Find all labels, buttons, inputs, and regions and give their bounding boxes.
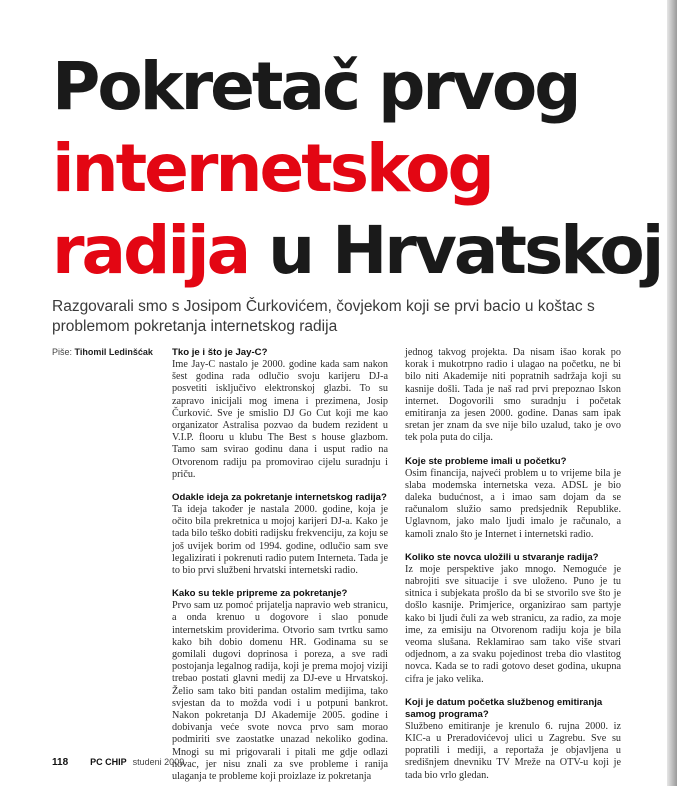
page-edge-shadow xyxy=(667,0,677,786)
headline-line-3-red: radija xyxy=(52,212,249,289)
page-footer xyxy=(52,757,612,773)
interview-answer: Službeno emitiranje je krenulo 6. rujna 2000. iz KIC-a u Preradovićevoj ulici u Zagrebu. Sve su popratili i mediji, a reportaža je objavljena u središnjem dnevniku TV Mreže na OTV-u koji je tada bio vrlo gledan. xyxy=(405,720,621,781)
interview-answer: Osim financija, najveći problem u to vrijeme bila je slaba modemska internetska veza. ADSL je bio daleka budućnost, a i imao sam dojam da se računalom služio samo predsjednik Republike. Uglavnom, jako malo ljudi imalo je računalo, a kamoli znalo što je Internet i internetski radio. xyxy=(405,467,621,540)
interview-question: Koji je datum početka službenog emitiranja samog programa? xyxy=(405,696,603,720)
interview-question: Kako su tekle pripreme za pokretanje? xyxy=(172,588,348,600)
interview-question: Koje ste probleme imali u početku? xyxy=(405,455,567,467)
interview-question: Koliko ste novca uložili u stvaranje radija? xyxy=(405,551,599,563)
magazine-name: PC CHIP xyxy=(90,757,127,767)
headline-line-2: internetskog xyxy=(52,130,492,207)
interview-answer: Ime Jay-C nastalo je 2000. godine kada sam nakon šest godina rada odlučio svoju karijeru DJ-a posvetiti isključivo elektronskoj glazbi. To su zapravo inicijali mog imena i prezimena, Josip Čurković. Sve je smislio DJ Go Cut koji me kao organizator Astralisa pozvao da budem rezident u V.I.P. flooru u klubu The Best s house glazbom. Tamo sam svirao godinu dana i usput radio na Otvorenom radiju pa promovirao cijelu suradnju i priču. xyxy=(172,359,388,480)
byline-author: Tihomil Ledinšćak xyxy=(74,347,153,357)
headline-line-1: Pokretač prvog xyxy=(52,48,579,125)
page-number: 118 xyxy=(52,757,69,768)
byline xyxy=(52,347,172,357)
interview-question: Odakle ideja za pokretanje internetskog radija? xyxy=(172,492,387,504)
article-headline xyxy=(52,46,667,292)
byline-prefix: Piše: xyxy=(52,347,75,357)
issue-date: studeni 2009. xyxy=(132,757,187,767)
article-column-1 xyxy=(172,347,388,794)
interview-answer: Iz moje perspektive jako mnogo. Nemoguće je nabrojiti sve situacije i sve uloženo. Puno je tu sitnica i subjekata prošlo da bi se stvorilo sve što je došlo kasnije. Primjerice, organizirao sam partyje kako bi ljudi čuli za web stranicu, za radio, za moje ime, za emisiju na Otvorenom radiju koja je bila veoma slušana. Reklamirao sam tako više stvari odjednom, a za svaku pojedinost treba dio vlastitog novca. Kada se to radi gotovo deset godina, ukupna cifra je jako velika. xyxy=(405,563,621,685)
article-column-2 xyxy=(405,347,621,793)
interview-answer: Prvo sam uz pomoć prijatelja napravio web stranicu, a onda krenuo u dogovore i slao ponude internetskim providerima. Otvorio sam tvrtku samo kako bih dobio domenu HR. Godinama su se gomilali dugovi doprinosa i poreza, a sve radi postojanja legalnog radija, koji je prema mojoj viziji trebao postati glavni medij za DJ-eve u Hrvatskoj. Želio sam tako biti pandan ostalim medijima, tako svjestan da to možda vodi i u potpuni bankrot. Nakon pokretanja DJ Akademije 2005. godine i dobivanja veće svote novca prvo sam morao podmiriti sve zaostatke unazad nekoliko godina. Mnogi su mi prigovarali i pitali me gdje odlazi novac, jer nisu znali za sve probleme i ranija ulaganja te probleme koji proizlaze iz pokretanja xyxy=(172,600,388,783)
interview-question: Tko je i što je Jay-C? xyxy=(172,347,268,358)
headline-line-3-rest: u Hrvatskoj xyxy=(248,212,662,289)
article-deck: Razgovarali smo s Josipom Čurkovićem, čovjekom koji se prvi bacio u koštac s problemom pokretanja internetskog radija xyxy=(52,298,595,335)
interview-answer: Ta ideja također je nastala 2000. godine, koja je očito bila prekretnica u mojoj karijeri DJ-a. Kako je tada bilo teško dobiti radijsku frekvenciju, za koju se još uvijek borim od 1994. godine, odlučio sam sve legalizirati i pokrenuti radio putem Interneta. Tada je to bio prvi službeni hrvatski internetski radio. xyxy=(172,504,388,577)
interview-answer: jednog takvog projekta. Da nisam išao korak po korak i mukotrpno radio i ulagao na početku, ne bi bilo niti Akademije niti popratnih sadržaja koji su kasnije došli. Tada je naš rad prvi prepoznao Iskon internet. Dogovorili smo suradnju i početak emitiranja za jesen 2000. godine. Danas sam ipak sretan jer znam da sve nije bilo uzalud, tako je ovo tek pola puta do cilja. xyxy=(405,347,621,444)
